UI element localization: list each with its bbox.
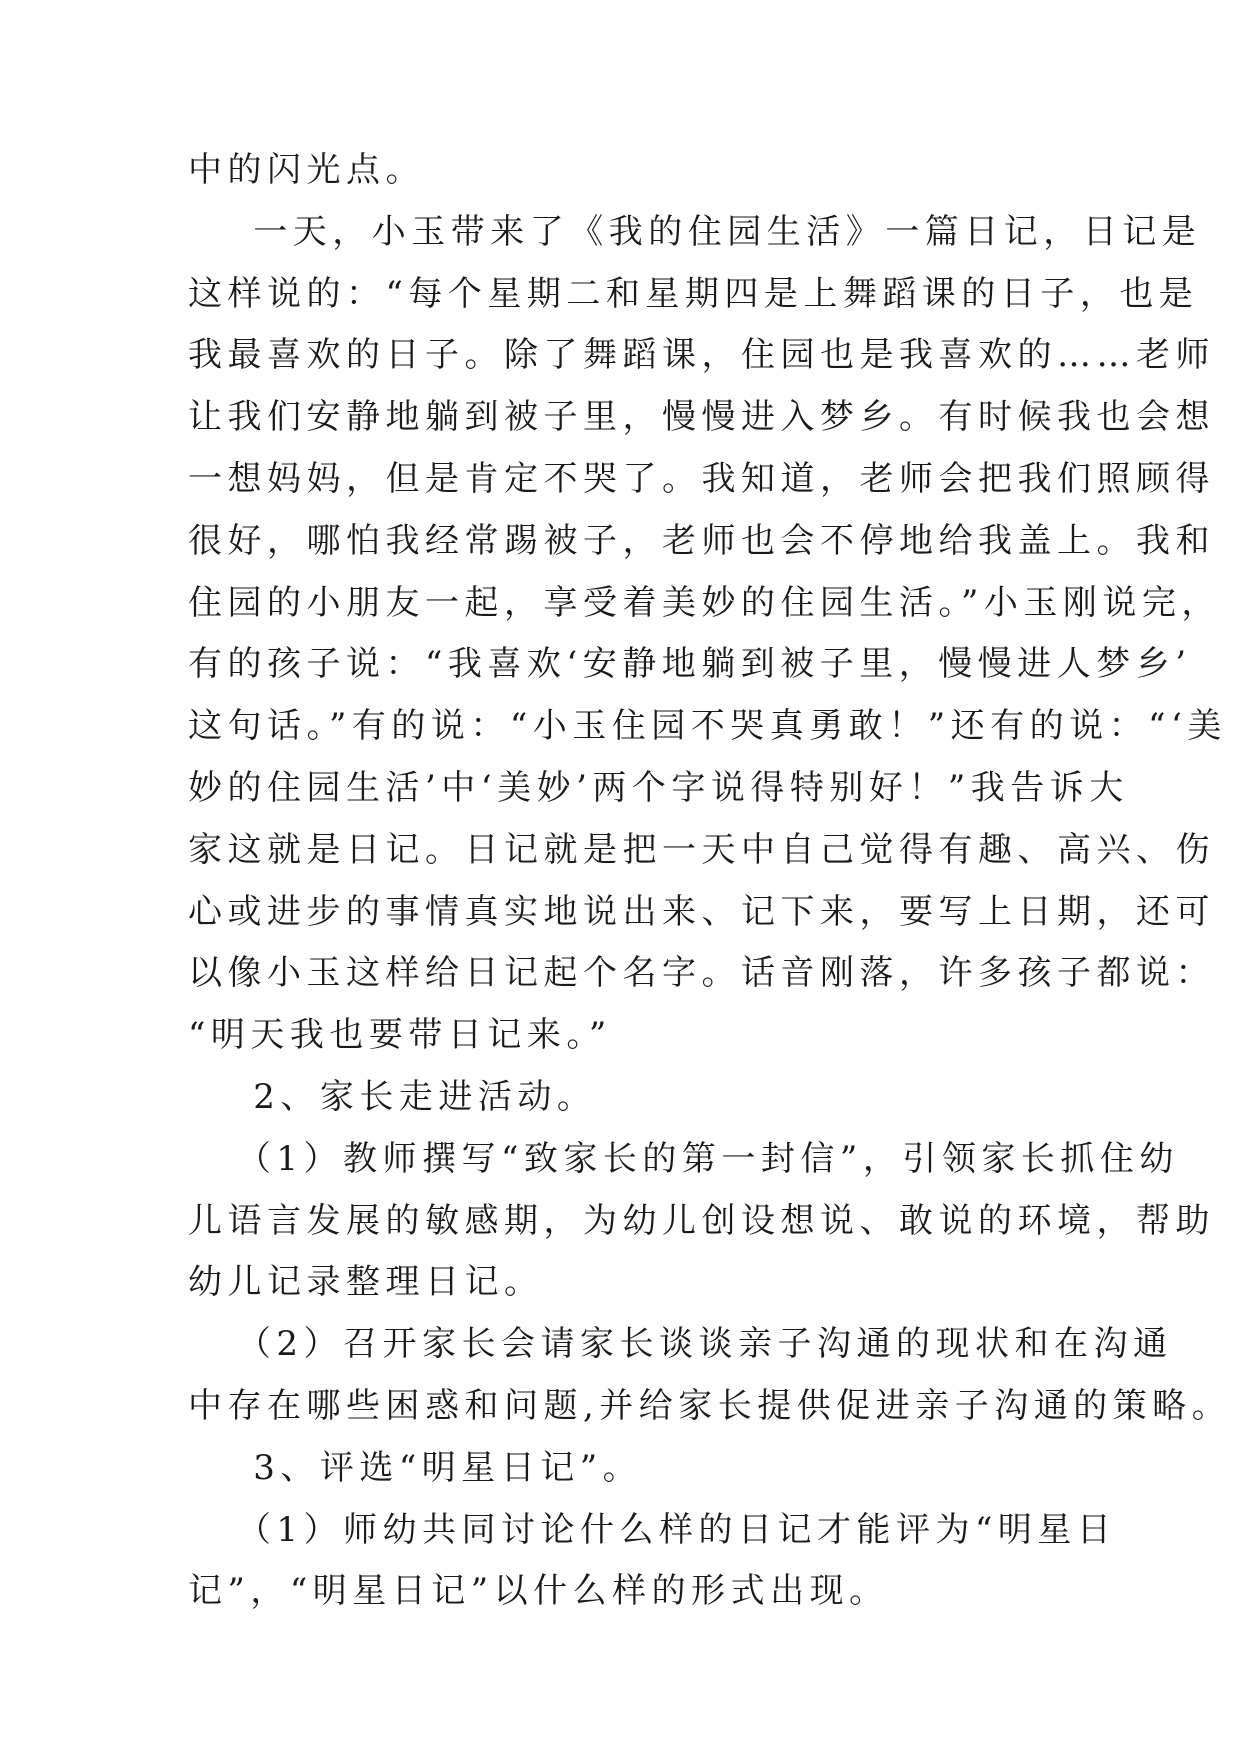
text-line: 妙的住园生活’中‘美妙’两个字说得特别好！”我告诉大 — [188, 767, 1129, 808]
text-line: （1）师幼共同讨论什么样的日记才能评为“明星日 — [188, 1509, 1117, 1550]
text-line: 我最喜欢的日子。除了舞蹈课，住园也是我喜欢的……老师 — [188, 335, 1215, 376]
text-line: 心或进步的事情真实地说出来、记下来，要写上日期，还可 — [188, 891, 1215, 932]
text-line: 2、家长走进活动。 — [188, 1076, 597, 1117]
text-line: 一天，小玉带来了《我的住园生活》一篇日记，日记是 — [188, 211, 1202, 252]
text-line: 住园的小朋友一起，享受着美妙的住园生活。”小玉刚说完， — [188, 582, 1221, 623]
body-text — [188, 140, 1232, 1623]
text-line: 以像小玉这样给日记起个名字。话音刚落，许多孩子都说： — [188, 953, 1215, 994]
text-line: 3、评选“明星日记”。 — [188, 1447, 643, 1488]
text-line: （2）召开家长会请家长谈谈亲子沟通的现状和在沟通 — [188, 1324, 1173, 1365]
text-line: 有的孩子说：“我喜欢‘安静地躺到被子里，慢慢进人梦乡’ — [188, 644, 1192, 685]
text-line: 很好，哪怕我经常踢被子，老师也会不停地给我盖上。我和 — [188, 520, 1215, 561]
text-line: 记”，“明星日记”以什么样的形式出现。 — [188, 1571, 889, 1612]
text-line: 幼儿记录整理日记。 — [188, 1262, 544, 1303]
text-line: 中的闪光点。 — [188, 150, 425, 190]
text-line: 这样说的：“每个星期二和星期四是上舞蹈课的日子，也是 — [188, 273, 1199, 314]
text-line: 一想妈妈，但是肯定不哭了。我知道，老师会把我们照顾得 — [188, 458, 1215, 499]
text-line: 儿语言发展的敏感期，为幼儿创设想说、敢说的环境，帮助 — [188, 1200, 1215, 1241]
text-line: 中存在哪些困惑和问题,并给家长提供促进亲子沟通的策略。 — [188, 1385, 1232, 1426]
text-line: 这句话。”有的说：“小玉住园不哭真勇敢！”还有的说：“‘美 — [188, 706, 1227, 747]
text-line: 让我们安静地躺到被子里，慢慢进入梦乡。有时候我也会想 — [188, 397, 1215, 438]
text-line: （1）教师撰写“致家长的第一封信”，引领家长抓住幼 — [188, 1138, 1179, 1179]
text-line: “明天我也要带日记来。” — [188, 1015, 612, 1056]
text-line: 家这就是日记。日记就是把一天中自己觉得有趣、高兴、伤 — [188, 829, 1215, 870]
